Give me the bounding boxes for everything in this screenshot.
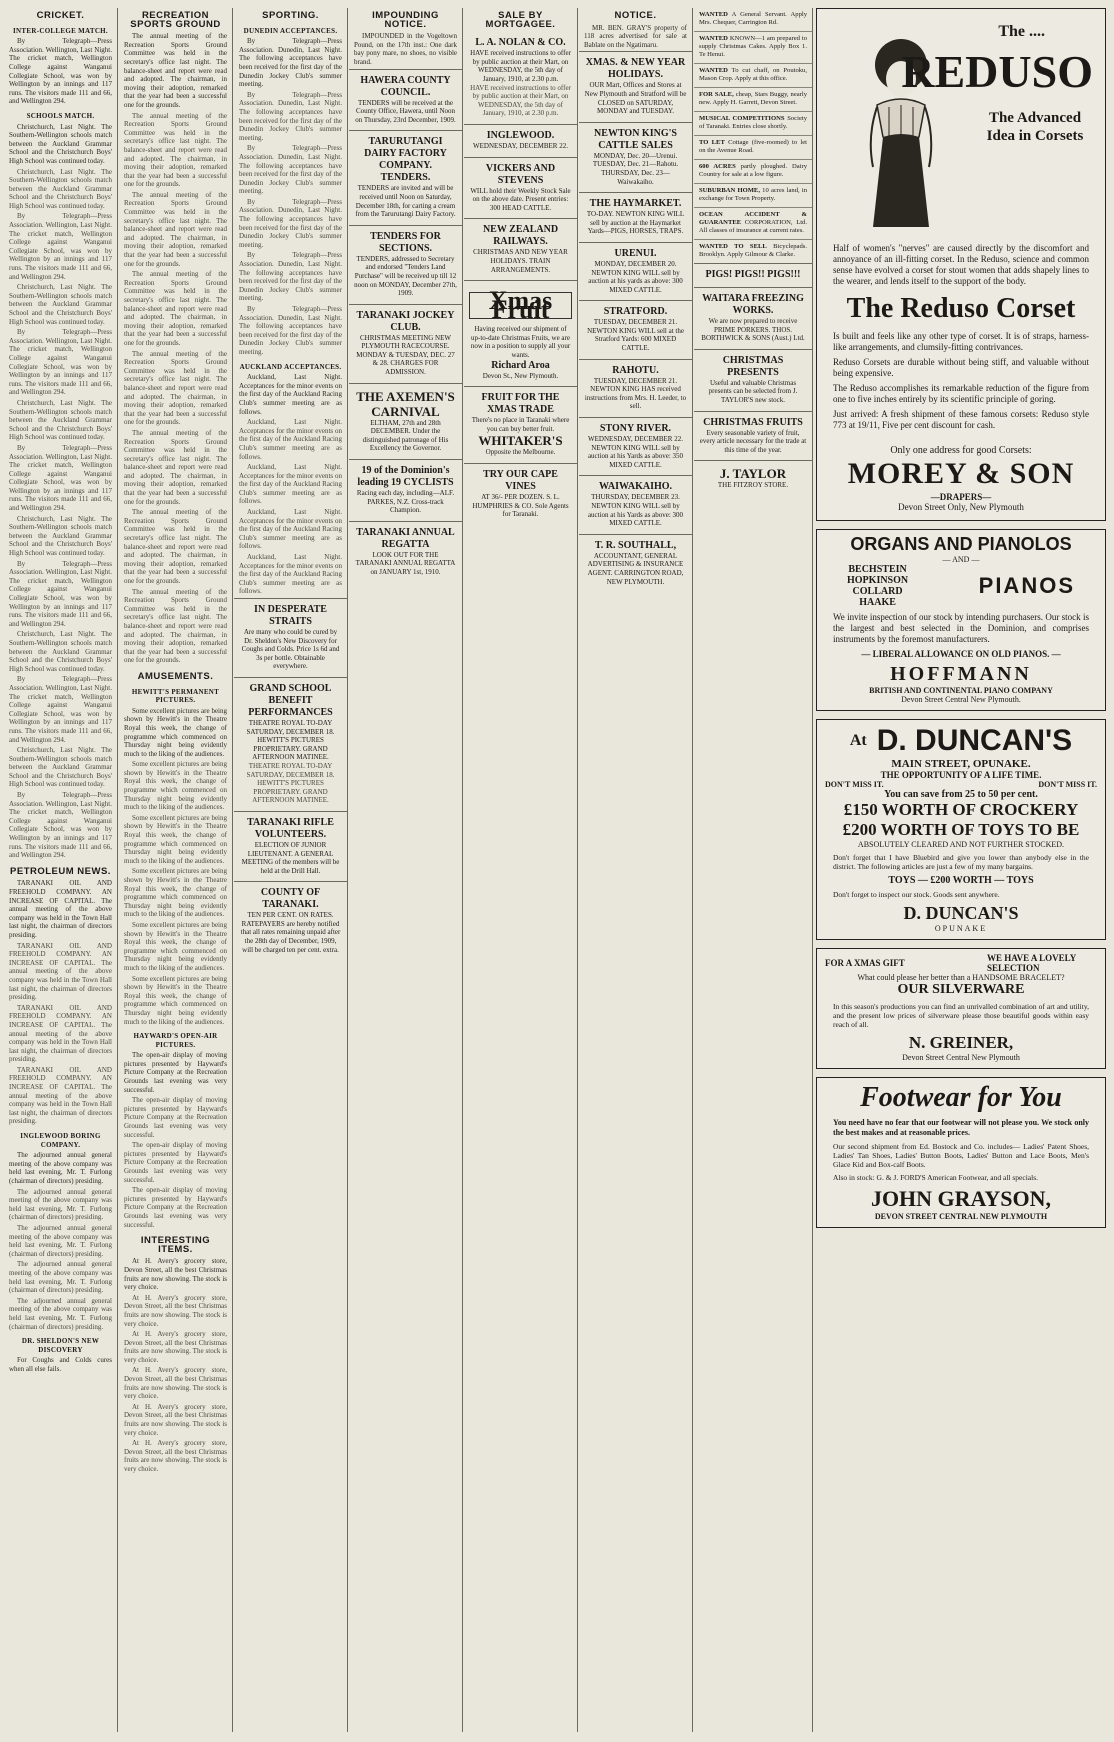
hoffmann-name: HOFFMANN xyxy=(890,663,1032,685)
ad-cape-vines xyxy=(464,463,577,525)
ad-title: TARANAKI JOCKEY CLUB. xyxy=(356,309,455,333)
article-body: By Telegraph—Press Association. Dunedin, Last Night. The following acceptances have been received for the first day of the Dunedin Jockey Club's summer meeting. xyxy=(239,197,342,249)
hoffmann-address: Devon Street Central New Plymouth. xyxy=(901,695,1021,704)
ad-title: STRATFORD. xyxy=(603,306,668,318)
ad-cyclists xyxy=(349,459,462,521)
footwear-intro: You need have no fear that our footwear will not please you. We stock only the best makes and at reasonable prices. xyxy=(833,1118,1089,1137)
article-body: The open-air display of moving pictures presented by Hayward's Picture Company at the Recreation Grounds last evening was very successful. xyxy=(124,1141,227,1184)
ad-title: INGLEWOOD. xyxy=(486,129,555,141)
ad-xmas-presents xyxy=(694,349,812,411)
duncan-crockery: £150 WORTH OF CROCKERY xyxy=(843,800,1079,819)
article-title: INGLEWOOD BORING COMPANY. xyxy=(20,1132,101,1149)
article-body: By Telegraph—Press Association. Dunedin, Last Night. The following acceptances have been received for the first day of the Dunedin Jockey Club's summer meeting. xyxy=(239,90,342,142)
ad-freezing-works xyxy=(694,287,812,349)
ad-title: VICKERS AND STEVENS xyxy=(485,162,556,186)
article-body: By Telegraph—Press Association. Dunedin, Last Night. The following acceptances have been received for the first day of the Dunedin Jockey Club's summer meeting. xyxy=(239,251,342,303)
article-title: DR. SHELDON'S NEW DISCOVERY xyxy=(21,1337,100,1354)
article-body: Some excellent pictures are being shown by Hewitt's in the Theatre Royal this week, the change of programme which commenced on Thursday night being evidently much to the liking of the audiences. xyxy=(124,920,227,972)
duncan-toys-line: TOYS — £200 WORTH — TOYS xyxy=(888,875,1034,886)
article-body: The adjourned annual general meeting of the above company was held last evening, Mr. T. Furlong (chairman of directors) presiding. xyxy=(9,1296,112,1331)
greiner-name: N. GREINER, xyxy=(908,1033,1014,1052)
ad-title: THE AXEMEN'S CARNIVAL xyxy=(356,388,455,419)
classified-body: partly ploughed. Dairy Country for sale at a low figure. xyxy=(699,163,807,178)
classified xyxy=(694,63,812,87)
ad-body: There's no place in Taranaki where you can buy better fruit. xyxy=(471,416,570,433)
ad-body: TENDERS, addressed to Secretary and endorsed "Tenders Land Purchase" will be received up till 12 noon on MONDAY, December 27th, 1909. xyxy=(354,254,457,298)
ad-axemen xyxy=(349,383,462,459)
ad-desperate-straits xyxy=(234,598,347,677)
ad-address: Opposite the Melbourne. xyxy=(485,448,556,457)
classified-title: 600 ACRES xyxy=(699,163,736,170)
pianos-allowance: — LIBERAL ALLOWANCE ON OLD PIANOS. — xyxy=(861,649,1061,659)
ad-body: THURSDAY, DECEMBER 23. NEWTON KING WILL sell by auction at his Yards as above: 300 MIXED CATTLE. xyxy=(587,493,684,528)
classified-body: cheap, Stars Buggy, nearly new. Apply H. Garrett, Devon Street. xyxy=(699,91,807,106)
duncan-cleared: ABSOLUTELY CLEARED AND NOT FURTHER STOCKED. xyxy=(857,840,1065,849)
piano-maker: HOPKINSON xyxy=(847,575,909,586)
article-body: The annual meeting of the Recreation Sports Ground Committee was held in the secretary's office last night. The balance-sheet and report were read and adopted. The chairman, in moving their adoption, remarked that the year had been a successful one for the grounds. xyxy=(124,428,227,506)
ad-stony-river xyxy=(579,417,692,475)
ad-xmas-fruit xyxy=(464,280,577,386)
ad-title: Xmas Fruit xyxy=(469,292,572,319)
ad-cattle-sales xyxy=(579,122,692,192)
ad-pigs xyxy=(694,263,812,287)
article-body: TARANAKI OIL AND FREEHOLD COMPANY. AN INCREASE OF CAPITAL. The annual meeting of the above company was held in the Town Hall last night, the chairman of directors presiding. xyxy=(9,1065,112,1126)
article-body: The annual meeting of the Recreation Sports Ground Committee was held in the secretary's office last night. The balance-sheet and report were read and adopted. The chairman, in moving their adoption, remarked that the year had been a successful one for the grounds. xyxy=(124,270,227,347)
ad-holidays xyxy=(579,51,692,121)
classified-body: 10 acres land, in exchange for Town Property. xyxy=(699,187,807,202)
ad-body: TENDERS will be received at the County Office, Hawera, until Noon on Thursday, 23rd December, 1909. xyxy=(355,98,456,124)
ad-stratford xyxy=(579,300,692,358)
duncan-dont-miss: DON'T MISS IT. xyxy=(825,780,884,789)
column-notices xyxy=(349,8,463,1732)
ad-dairy-tenders xyxy=(349,130,462,224)
article-body: At H. Avery's grocery store, Devon Street, all the best Christmas fruits are now showing. The stock is very choice. xyxy=(124,1330,227,1364)
hoffmann-sub: BRITISH AND CONTINENTAL PIANO COMPANY xyxy=(869,686,1053,695)
article-body: Christchurch, Last Night. The Southern-Wellington schools match between the Auckland Grammar School and the Christchurch Boys' High School was continued today. xyxy=(9,122,112,165)
classified-title: FOR SALE, xyxy=(699,91,734,98)
footwear-title: Footwear for You xyxy=(860,1082,1062,1113)
ad-title: CHRISTMAS PRESENTS xyxy=(722,354,784,378)
ad-body: TEN PER CENT. ON RATES. RATEPAYERS are hereby notified that all rates remaining unpaid after the 28th day of December, 1909, will be charged ten per cent. extra. xyxy=(240,911,341,954)
ad-urenui xyxy=(579,242,692,300)
article-body: For Coughs and Colds cures when all else fails. xyxy=(9,1356,112,1373)
greiner-title: OUR SILVERWARE xyxy=(897,982,1025,997)
duncan-opportunity: THE OPPORTUNITY OF A LIFE TIME. xyxy=(880,770,1042,780)
ad-body: WILL hold their Weekly Stock Sale on the above date. Present entries: 300 HEAD CATTLE. xyxy=(470,186,571,212)
ad-title: RAHOTU. xyxy=(612,364,659,376)
article-body: By Telegraph—Press Association. Wellington, Last Night. The cricket match, Wellington College against Wanganui Collegiate School, was won by Wellington by an innings and 117 runs. The visitors made 111 and 66, and Wellington 294. xyxy=(9,443,112,513)
classified-title: WANTED xyxy=(699,67,728,74)
article-body: The adjourned annual general meeting of the above company was held last evening, Mr. T. Furlong (chairman of directors) presiding. xyxy=(9,1223,112,1258)
ad-title: TENDERS FOR SECTIONS. xyxy=(370,230,441,254)
column-sales xyxy=(464,8,578,1732)
article-body: TARANAKI OIL AND FREEHOLD COMPANY. AN INCREASE OF CAPITAL. The annual meeting of the above company was held in the Town Hall last night, the chairman of directors presiding. xyxy=(9,879,112,939)
ad-title: URENUI. xyxy=(614,247,657,259)
ad-jockey-club xyxy=(349,304,462,383)
duncan-sign: D. DUNCAN'S xyxy=(903,903,1019,923)
ad-body: WEDNESDAY, DECEMBER 22. NEWTON KING WILL sell by auction at his Yards as above: 350 MIXED CATTLE. xyxy=(587,435,684,469)
ad-vickers xyxy=(464,157,577,219)
article-body: Christchurch, Last Night. The Southern-Wellington schools match between the Auckland Grammar School and the Christchurch Boys' High School was continued today. xyxy=(9,630,112,673)
article-body: At H. Avery's grocery store, Devon Street, all the best Christmas fruits are now showing. The stock is very choice. xyxy=(124,1366,227,1401)
greiner-address: Devon Street Central New Plymouth xyxy=(902,1053,1020,1062)
ad-body: TO-DAY. NEWTON KING WILL sell by auction at the Haymarket Yards—PIGS, HORSES, TRAPS. xyxy=(586,210,685,236)
ad-fruit-trade xyxy=(464,386,577,463)
ad-merchant: Richard Aroa xyxy=(491,359,550,371)
article-body: The open-air display of moving pictures presented by Hayward's Picture Company at the Recreation Grounds last evening was very successful. xyxy=(124,1096,227,1139)
duncan-street: MAIN STREET, OPUNAKE. xyxy=(891,758,1031,770)
reduso-body: The Reduso accomplishes its remarkable reduction of the figure from one to five inches entirely by its scientific principle of goring. xyxy=(833,383,1089,404)
ad-organs-pianos xyxy=(816,529,1106,711)
article-body: Christchurch, Last Night. The Southern-Wellington schools match between the Auckland Grammar School and the Christchurch Boys' High School was continued today. xyxy=(9,514,112,558)
ad-title: XMAS. & NEW YEAR HOLIDAYS. xyxy=(585,57,686,81)
ad-address: Devon St., New Plymouth. xyxy=(482,371,559,380)
ad-title: 19 of the Dominion's leading 19 CYCLISTS xyxy=(357,465,454,489)
article-title: AUCKLAND ACCEPTANCES. xyxy=(239,362,342,371)
ad-title: L. A. NOLAN & CO. xyxy=(475,37,566,49)
column-sporting xyxy=(234,8,348,1732)
reduso-tagline: The Advanced Idea in Corsets xyxy=(986,110,1084,144)
ad-taylor xyxy=(694,460,812,496)
ad-body: Useful and valuable Christmas presents can be selected from J. TAYLOR'S new stock. xyxy=(708,378,798,404)
article-body: Christchurch, Last Night. The Southern-Wellington schools match between the Auckland Grammar School and the Christchurch Boys' High School was continued today. xyxy=(9,746,112,789)
article-body: The annual meeting of the Recreation Sports Ground Committee was held in the secretary's office last night. The balance-sheet and report were read and adopted. The chairman, in moving their adoption, remarked that the year had been a successful one for the grounds. xyxy=(124,587,227,665)
ad-section-tenders xyxy=(349,225,462,304)
reduso-heading: The Reduso Corset xyxy=(846,293,1076,324)
article-body: By Telegraph—Press Association. Dunedin, Last Night. The following acceptances have been received for the first day of the Dunedin Jockey Club's summer meeting. xyxy=(239,144,342,196)
ad-rifle-volunteers xyxy=(234,811,347,881)
article-body: Auckland, Last Night. Acceptances for the minor events on the first day of the Auckland Racing Club's summer meeting are as follows. xyxy=(239,463,342,506)
ad-regatta xyxy=(349,521,462,583)
article-title: DUNEDIN ACCEPTANCES. xyxy=(243,26,338,35)
article-body: Some excellent pictures are being shown by Hewitt's in the Theatre Royal this week, the change of programme which commenced on Thursday night being evidently much to the liking of the audiences. xyxy=(124,867,227,919)
grayson-name: JOHN GRAYSON, xyxy=(870,1186,1052,1211)
ad-county-taranaki xyxy=(234,881,347,960)
classified xyxy=(694,111,812,135)
classified-body: To cut chaff, on Poutoku, Mason Crop. Apply at this office. xyxy=(699,67,807,82)
ad-reduso-corset xyxy=(816,8,1106,521)
reduso-body: Reduso Corsets are durable without being stiff, and valuable without being expensive. xyxy=(833,357,1089,378)
article-body: The annual meeting of the Recreation Sports Ground Committee was held in the secretary's office last night. The balance-sheet and report were read and adopted. The chairman, in moving their adoption, remarked that the year had been a successful one for the grounds. xyxy=(124,508,227,585)
piano-maker: COLLARD xyxy=(852,586,903,597)
greiner-right: WE HAVE A LOVELY SELECTION xyxy=(987,953,1076,973)
article-body: The adjourned annual general meeting of the above company was held last evening, Mr. T. Furlong (chairman of directors) presiding. xyxy=(9,1187,112,1222)
ad-title: CHRISTMAS FRUITS xyxy=(703,416,803,428)
article-body: The annual meeting of the Recreation Sports Ground Committee was held in the secretary's office last night. The balance-sheet and report were read and adopted. The chairman, in moving their adoption, remarked that the year had been a successful one for the grounds. xyxy=(124,349,227,427)
ad-title: TARANAKI RIFLE VOLUNTEERS. xyxy=(247,816,334,840)
ad-title: COUNTY OF TARANAKI. xyxy=(260,887,321,911)
greiner-left: FOR A XMAS GIFT xyxy=(825,958,905,968)
article-body: Some excellent pictures are being shown by Hewitt's in the Theatre Royal this week, the change of programme which commenced on Thursday night being evidently much to the liking of the audiences. xyxy=(124,706,227,758)
reduso-brand: REDUSO xyxy=(901,46,1093,97)
column-stock-sales xyxy=(579,8,693,1732)
article-body: MR. BEN. GRAY'S property of 118 acres advertised for sale at Bablate on the Ngatimaru. xyxy=(584,23,687,49)
article-body: The annual meeting of the Recreation Sports Ground Committee was held in the secretary's office last night. The balance-sheet and report were read and adopted. The chairman, in moving their adoption, remarked that the year had been a successful one for the grounds. xyxy=(124,190,227,268)
ad-body: OUR Mart, Offices and Stores at New Plymouth and Stratford will be CLOSED on SATURDAY, MONDAY and TUESDAY. xyxy=(584,81,687,116)
column-heading: SALE BY MORTGAGEE. xyxy=(485,10,556,30)
article-body: By Telegraph—Press Association. Dunedin, Last Night. The following acceptances have been received for the first day of the Dunedin Jockey Club's summer meeting. xyxy=(239,37,342,89)
article-title: INTER-COLLEGE MATCH. xyxy=(13,26,108,35)
classified xyxy=(694,183,812,207)
classified-title: WANTED TO SELL xyxy=(699,243,767,250)
ad-xmas-fruits xyxy=(694,411,812,461)
article-body: IMPOUNDED in the Vogeltown Pound, on the 17th inst.: One dark bay pony mare, no shoes, no visible brand. xyxy=(354,32,457,66)
classified-title: TO LET xyxy=(699,139,725,146)
pianos-title: ORGANS AND PIANOLOS xyxy=(850,534,1072,554)
grayson-address: DEVON STREET CENTRAL NEW PLYMOUTH xyxy=(874,1212,1048,1221)
article-body: The open-air display of moving pictures presented by Hayward's Picture Company at the Recreation Grounds last evening was very successful. xyxy=(124,1051,227,1094)
ad-body: HAVE received instructions to offer by public auction at their Mart, on WEDNESDAY, the 5th day of January, 1910, at 2.30 p.m. xyxy=(470,83,571,118)
ad-body: ACCOUNTANT, GENERAL ADVERTISING & INSURANCE AGENT. CARRINGTON ROAD, NEW PLYMOUTH. xyxy=(587,551,684,586)
ad-title: IN DESPERATE STRAITS xyxy=(254,604,327,627)
section-heading: INTERESTING ITEMS. xyxy=(140,1235,211,1255)
classified-body: Bicyclepads. Brooklyn. Apply Gilmour & Clarke. xyxy=(699,243,807,258)
article-body: TARANAKI OIL AND FREEHOLD COMPANY. AN INCREASE OF CAPITAL. The annual meeting of the above company was held in the Town Hall last night, the chairman of directors presiding. xyxy=(9,1003,112,1064)
article-body: At H. Avery's grocery store, Devon Street, all the best Christmas fruits are now showing. The stock is very choice. xyxy=(124,1293,227,1328)
ad-body: We are now prepared to receive PRIME PORKERS. THOS. BORTHWICK & SONS (Aust.) Ltd. xyxy=(701,317,805,343)
duncan-at: At xyxy=(849,732,867,749)
ad-body: THEATRE ROYAL TO-DAY SATURDAY, DECEMBER 18. HEWITT'S PICTURES PROPRIETARY. GRAND AFTERNOON MATINEE. xyxy=(246,761,335,805)
article-body: Auckland, Last Night. Acceptances for the minor events on the first day of the Auckland Racing Club's summer meeting are as follows. xyxy=(239,418,342,461)
article-body: By Telegraph—Press Association. Wellington, Last Night. The cricket match, Wellington College against Wanganui Collegiate School, was won by Wellington by an innings and 117 runs. The visitors made 111 and 66, and Wellington 294. xyxy=(9,212,112,281)
piano-maker: BECHSTEIN xyxy=(848,564,907,575)
duncan-dont-miss: DON'T MISS IT. xyxy=(1038,780,1097,789)
ad-body: TUESDAY, DECEMBER 21. NEWTON KING WILL sell at the Stratford Yards: 600 MIXED CATTLE. xyxy=(587,318,684,353)
column-heading: CRICKET. xyxy=(36,10,85,21)
article-body: Some excellent pictures are being shown by Hewitt's in the Theatre Royal this week, the change of programme which commenced on Thursday night being evidently much to the liking of the audiences. xyxy=(124,760,227,812)
ad-footwear xyxy=(816,1077,1106,1228)
morey-son-address: Devon Street Only, New Plymouth xyxy=(898,502,1024,512)
reduso-the: The .... xyxy=(998,23,1045,40)
ad-title: J. TAYLOR xyxy=(719,466,787,482)
article-body: The adjourned annual general meeting of the above company was held last evening, Mr. T. Furlong (chairman of directors) presiding. xyxy=(9,1260,112,1295)
ad-body: LOOK OUT FOR THE TARANAKI ANNUAL REGATTA on JANUARY 1st, 1910. xyxy=(355,550,456,576)
ad-body: TENDERS are invited and will be received until Noon on Saturday, December 18th, for carting a cream from the Tarurutangi Dairy Factory. xyxy=(355,184,456,219)
ad-body: Having received our shipment of up-to-date Christmas Fruits, we are now in a position to supply all your wants. xyxy=(470,325,571,360)
reduso-intro: Half of women's "nerves" are caused directly by the discomfort and annoyance of an ill-fitting corset. In the Reduso, science and common sense have evolved a corset for stout women that adds shapely lines to the wearer, and lends itself to the support of the body. xyxy=(833,243,1089,286)
ad-hawera-council xyxy=(349,69,462,131)
classified-body: Cottage (five-roomed) to let on the Avenue Road. xyxy=(699,139,808,154)
classified xyxy=(694,159,812,183)
ad-rahotu xyxy=(579,359,692,417)
ad-title: GRAND SCHOOL BENEFIT PERFORMANCES xyxy=(248,682,333,718)
duncan-note: Don't forget to inspect our stock. Goods sent anywhere. xyxy=(833,890,1000,899)
article-body: Some excellent pictures are being shown by Hewitt's in the Theatre Royal this week, the change of programme which commenced on Thursday night being evidently much to the liking of the audiences. xyxy=(124,813,227,865)
pianos-and: — AND — xyxy=(942,555,980,564)
classified-title: WANTED xyxy=(699,35,728,42)
classified xyxy=(694,31,812,63)
article-body: By Telegraph—Press Association. Dunedin, Last Night. The following acceptances have been received for the first day of the Dunedin Jockey Club's summer meeting. xyxy=(239,305,342,356)
column-heading: NOTICE. xyxy=(614,10,657,21)
ad-title: FRUIT FOR THE XMAS TRADE xyxy=(481,392,560,416)
ad-title: TARANAKI ANNUAL REGATTA xyxy=(356,526,455,550)
article-body: The annual meeting of the Recreation Sports Ground Committee was held in the secretary's office last night. The balance-sheet and report were read and adopted. The chairman, in moving their adoption, remarked that the year had been a successful one for the grounds. xyxy=(124,32,227,109)
article-body: By Telegraph—Press Association. Wellington, Last Night. The cricket match, Wellington College against Wanganui Collegiate School, was won by Wellington by an innings and 117 runs. The visitors made 111 and 66, and Wellington 294. xyxy=(9,37,112,106)
article-body: Some excellent pictures are being shown by Hewitt's in the Theatre Royal this week, the change of programme which commenced on Thursday night being evidently much to the liking of the audiences. xyxy=(124,974,227,1026)
ad-body: MONDAY, DECEMBER 20. NEWTON KING WILL sell by auction at his yards as above: 300 MIXED CATTLE. xyxy=(588,259,683,294)
ad-title: TRY OUR CAPE VINES xyxy=(483,469,558,493)
ad-waiwakaiho xyxy=(579,475,692,533)
article-body: Auckland, Last Night. Acceptances for the minor events on the first day of the Auckland Racing Club's summer meeting are as follows. xyxy=(239,373,342,416)
article-body: The open-air display of moving pictures presented by Hayward's Picture Company at the Recreation Grounds last evening was very successful. xyxy=(124,1186,227,1229)
footwear-also: Also in stock: G. & J. FORD'S American Footwear, and all specials. xyxy=(833,1173,1038,1182)
ad-body: CHRISTMAS AND NEW YEAR HOLIDAYS. TRAIN ARRANGEMENTS. xyxy=(473,248,568,274)
classified xyxy=(694,135,812,159)
classified-title: WANTED xyxy=(699,11,728,18)
column-cricket xyxy=(4,8,118,1732)
classified-title: SUBURBAN HOME, xyxy=(699,187,760,194)
article-body: By Telegraph—Press Association. Wellington, Last Night. The cricket match, Wellington College against Wanganui Collegiate School, was won by Wellington by an innings and 117 runs. The visitors made 111 and 66, and Wellington 294. xyxy=(9,675,112,744)
article-body: At H. Avery's grocery store, Devon Street, all the best Christmas fruits are now showing. The stock is very choice. xyxy=(124,1257,227,1292)
pianos-text: We invite inspection of our stock by intending purchasers. Our stock is the largest and best selected in the Dominion, and comprises instruments by the foremost manufacturers. xyxy=(833,612,1089,644)
piano-maker: HAAKE xyxy=(859,597,896,608)
ad-title: THE HAYMARKET. xyxy=(589,198,682,210)
article-body: Auckland, Last Night. Acceptances for the minor events on the first day of the Auckland Racing Club's summer meeting are as follows. xyxy=(239,553,342,596)
article-title: PETROLEUM NEWS. xyxy=(10,865,111,877)
duncan-save: You can save from 25 to 50 per cent. xyxy=(884,789,1038,800)
article-body: Christchurch, Last Night. The Southern-Wellington schools match between the Auckland Grammar School and the Christchurch Boys' High School was continued today. xyxy=(9,398,112,442)
classified xyxy=(694,239,812,263)
ad-body: ELTHAM, 27th and 28th DECEMBER. Under the distinguished patronage of His Excellency the Governor. xyxy=(362,418,449,453)
classified-body: A General Servant. Apply Mrs. Chequer, Carrington Rd. xyxy=(699,11,807,26)
ad-inglewood xyxy=(464,124,577,157)
duncan-place: OPUNAKE xyxy=(934,924,988,933)
ad-nolan xyxy=(464,32,577,124)
classified xyxy=(694,87,812,111)
ad-body: Every seasonable variety of fruit, every article necessary for the trade at this time of the year. xyxy=(699,428,807,454)
article-body: Auckland, Last Night. Acceptances for the minor events on the first day of the Auckland Racing Club's summer meeting are as follows. xyxy=(239,508,342,551)
ad-body: TUESDAY, DECEMBER 21. NEWTON KING HAS received instructions from Mrs. H. Leeder, to sell. xyxy=(584,376,687,411)
ad-title: HAWERA COUNTY COUNCIL. xyxy=(360,74,451,98)
ad-duncan xyxy=(816,719,1106,940)
duncan-toys: £200 WORTH OF TOYS TO BE xyxy=(842,820,1080,839)
classified-title: MUSICAL COMPETITIONS xyxy=(699,115,785,122)
article-title: HEWITT'S PERMANENT PICTURES. xyxy=(131,687,220,705)
article-body: By Telegraph—Press Association. Wellington, Last Night. The cricket match, Wellington College against Wanganui Collegiate School, was won by Wellington by an innings and 117 runs. The visitors made 111 and 66, and Wellington 294. xyxy=(9,791,112,860)
ad-southall xyxy=(579,534,692,592)
article-body: At H. Avery's grocery store, Devon Street, all the best Christmas fruits are now showing. The stock is very choice. xyxy=(124,1402,227,1437)
classified-title: OCEAN ACCIDENT & GUARANTEE xyxy=(699,211,807,226)
ad-title: T. R. SOUTHALL, xyxy=(594,539,677,551)
duncan-text: Don't forget that I have Bluebird and give you lower than anybody else in the district. The following articles are just a few of my many bargains. xyxy=(833,853,1089,871)
column-heading: RECREATION SPORTS GROUND xyxy=(130,10,221,30)
greiner-text: In this season's productions you can find an unrivalled combination of art and utility, and the present low prices of silverware please those beautiful goods within easy reach of all. xyxy=(833,1002,1089,1029)
article-title: HAYWARD'S OPEN-AIR PICTURES. xyxy=(133,1032,218,1049)
ad-merchant: WHITAKER'S xyxy=(478,433,563,449)
classified-body: KNOWN—1 am prepared to supply Christmas Cakes. Apply Box 1. Te Henui. xyxy=(699,35,807,58)
article-body: Christchurch, Last Night. The Southern-Wellington schools match between the Auckland Grammar School and the Christchurch Boys' High School was continued today. xyxy=(9,283,112,326)
classified-body: Society of Taranaki. Entries close shortly. xyxy=(699,115,807,130)
ad-title: STONY RIVER. xyxy=(599,423,672,435)
ad-title: WAIWAKAIHO. xyxy=(598,481,673,493)
classified xyxy=(694,207,812,239)
ad-body: WEDNESDAY, DECEMBER 22. xyxy=(473,141,568,150)
ad-title: PIGS! PIGS!! PIGS!!! xyxy=(705,269,801,280)
ad-title: NEW ZEALAND RAILWAYS. xyxy=(482,224,559,248)
ad-greiner xyxy=(816,948,1106,1069)
ad-body: MONDAY, Dec. 20—Urenui. TUESDAY, Dec. 21—Rahotu. THURSDAY, Dec. 23—Waiwakaiho. xyxy=(592,151,679,186)
reduso-agents-line: Only one address for good Corsets: xyxy=(890,445,1032,456)
article-body: By Telegraph—Press Association. Wellington, Last Night. The cricket match, Wellington College against Wanganui Collegiate School, was won by Wellington by an innings and 117 runs. The visitors made 111 and 66, and Wellington 294. xyxy=(9,328,112,397)
ad-body: THE FITZROY STORE. xyxy=(717,481,789,490)
article-body: By Telegraph—Press Association. Wellington, Last Night. The cricket match, Wellington College against Wanganui Collegiate School, was won by Wellington by an innings and 117 runs. The visitors made 111 and 66, and Wellington 294. xyxy=(9,559,112,628)
ad-theatre-royal xyxy=(234,677,347,811)
reduso-body: Is built and feels like any other type of corset. It is of straps, harness-like arrangements, and clumsily-fitting contrivances. xyxy=(833,331,1089,352)
newspaper-page xyxy=(4,2,1110,1738)
classified xyxy=(694,8,812,31)
article-body: Christchurch, Last Night. The Southern-Wellington schools match between the Auckland Grammar School and the Christchurch Boys' High School was continued today. xyxy=(9,167,112,210)
article-title: SCHOOLS MATCH. xyxy=(26,111,95,120)
morey-son-role: —DRAPERS— xyxy=(930,492,992,502)
ad-body: Are many who could be cured by Dr. Sheldon's New Discovery for Coughs and Colds. Price 1s 6d and 3s per bottle. Obtainable everywhere. xyxy=(241,628,340,671)
ad-body: THEATRE ROYAL TO-DAY SATURDAY, DECEMBER 18. HEWITT'S PICTURES PROPRIETARY. GRAND AFTERNOON MATINEE. xyxy=(246,718,335,762)
column-recreation xyxy=(119,8,233,1732)
display-ads xyxy=(816,8,1106,1732)
greiner-sub: What could please her better than a HANDSOME BRACELET? xyxy=(857,973,1065,982)
column-heading: IMPOUNDING NOTICE. xyxy=(372,10,439,30)
pianos-word: PIANOS xyxy=(978,573,1075,598)
ad-body: CHRISTMAS MEETING NEW PLYMOUTH RACECOURSE. MONDAY & TUESDAY, DEC. 27 & 28. CHARGES FOR ADMISSION. xyxy=(356,333,455,377)
article-body: The annual meeting of the Recreation Sports Ground Committee was held in the secretary's office last night. The balance-sheet and report were read and adopted. The chairman, in moving their adoption, remarked that the year had been a successful one for the grounds. xyxy=(124,111,227,189)
classified-body: CORPORATION, Ltd. All classes of insurance at current rates. xyxy=(699,219,807,234)
duncan-name: D. DUNCAN'S xyxy=(876,724,1073,757)
article-body: At H. Avery's grocery store, Devon Street, all the best Christmas fruits are now showing. The stock is very choice. xyxy=(124,1439,227,1473)
ad-title: NEWTON KING'S CATTLE SALES xyxy=(594,127,677,151)
ad-body: HAVE received instructions to offer by public auction at their Mart, on WEDNESDAY, the 5th day of January, 1910, at 2.30 p.m. xyxy=(470,49,571,83)
ad-body: Racing each day, including—ALF. PARKES, N.Z. Cross-track Champion. xyxy=(356,489,455,515)
reduso-body: Just arrived: A fresh shipment of these famous corsets: Reduso style 773 at 19/11, Five per cent discount for cash. xyxy=(833,409,1089,430)
article-body: TARANAKI OIL AND FREEHOLD COMPANY. AN INCREASE OF CAPITAL. The annual meeting of the above company was held in the Town Hall last night, the chairman of directors presiding. xyxy=(9,941,112,1002)
ad-body: ELECTION OF JUNIOR LIEUTENANT. A GENERAL MEETING of the members will be held at the Drill Hall. xyxy=(241,840,340,875)
ad-title: TARURUTANGI DAIRY FACTORY COMPANY. TENDERS. xyxy=(364,136,447,184)
section-heading: AMUSEMENTS. xyxy=(137,670,214,682)
morey-son-name: MOREY & SON xyxy=(847,457,1075,490)
ad-railways xyxy=(464,218,577,280)
column-heading: SPORTING. xyxy=(262,10,319,21)
ad-haymarket xyxy=(579,192,692,242)
ad-body: AT 36/- PER DOZEN. S. L. HUMPHRIES & CO. Sole Agents for Taranaki. xyxy=(472,493,569,519)
article-body: The adjourned annual general meeting of the above company was held last evening, Mr. T. Furlong (chairman of directors) presiding. xyxy=(9,1151,112,1185)
ad-title: WAITARA FREEZING WORKS. xyxy=(702,293,804,316)
column-classifieds xyxy=(694,8,813,1732)
footwear-list: Our second shipment from Ed. Bostock and Co. includes— Ladies' Patent Shoes, Ladies' Tan Shoes, Ladies' Button Boots, Ladies' Button and Lace Boots, Men's Glace Kid and Box-calf Boots. xyxy=(833,1142,1089,1169)
